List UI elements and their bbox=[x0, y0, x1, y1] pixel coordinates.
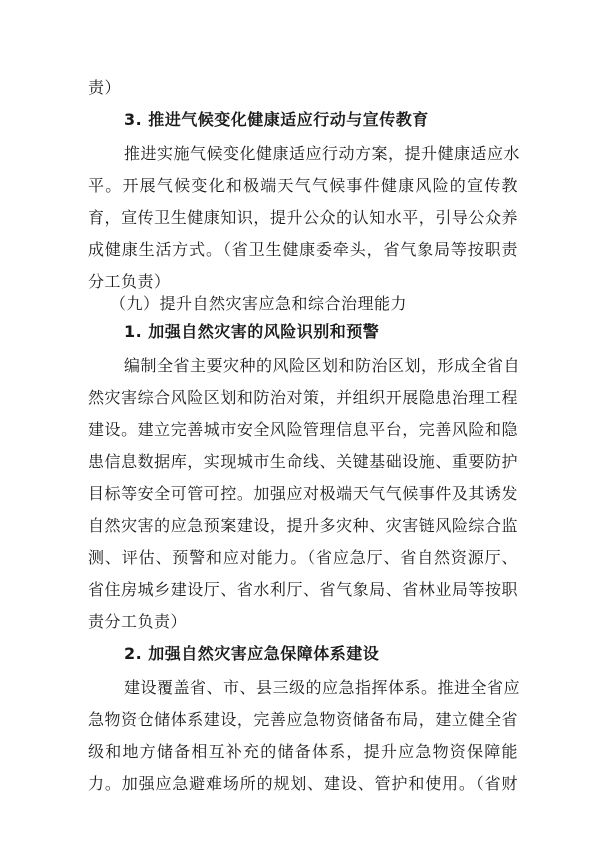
paragraph-line: 建设覆盖省、市、县三级的应急指挥体系。推进全省应 bbox=[124, 678, 521, 697]
subheading-3: 3. 推进气候变化健康适应行动与宣传教育 bbox=[124, 110, 429, 129]
paragraph-line: 育，宣传卫生健康知识，提升公众的认知水平，引导公众养 bbox=[88, 208, 518, 227]
paragraph-line: 成健康生活方式。（省卫生健康委牵头，省气象局等按职责 bbox=[88, 240, 518, 259]
paragraph-line: 编制全省主要灾种的风险区划和防治区划，形成全省自 bbox=[124, 356, 521, 375]
paragraph-line: 责分工负责） bbox=[88, 612, 188, 631]
paragraph-line: 力。加强应急避难场所的规划、建设、管护和使用。（省财 bbox=[88, 774, 518, 793]
paragraph-line: 级和地方储备相互补充的储备体系，提升应急物资保障能 bbox=[88, 742, 518, 761]
paragraph-line: 患信息数据库，实现城市生命线、关键基础设施、重要防护 bbox=[88, 452, 518, 471]
paragraph-line: 然灾害综合风险区划和防治对策，并组织开展隐患治理工程 bbox=[88, 388, 518, 407]
paragraph-line: 省住房城乡建设厅、省水利厅、省气象局、省林业局等按职 bbox=[88, 580, 518, 599]
paragraph-line: 急物资仓储体系建设，完善应急物资储备布局，建立健全省 bbox=[88, 710, 518, 729]
paragraph-line: 测、评估、预警和应对能力。（省应急厅、省自然资源厅、 bbox=[88, 548, 518, 567]
subheading-2: 2. 加强自然灾害应急保障体系建设 bbox=[124, 644, 380, 663]
paragraph-line: 建设。建立完善城市安全风险管理信息平台，完善风险和隐 bbox=[88, 420, 518, 439]
paragraph-line: 目标等安全可管可控。加强应对极端天气气候事件及其诱发 bbox=[88, 484, 518, 503]
text-line-1: 责） bbox=[88, 78, 122, 97]
subheading-1: 1. 加强自然灾害的风险识别和预警 bbox=[124, 322, 380, 341]
section-heading-9: （九）提升自然灾害应急和综合治理能力 bbox=[110, 294, 408, 313]
paragraph-line: 平。开展气候变化和极端天气气候事件健康风险的宣传教 bbox=[88, 176, 518, 195]
paragraph-line: 自然灾害的应急预案建设，提升多灾种、灾害链风险综合监 bbox=[88, 516, 518, 535]
paragraph-line: 分工负责） bbox=[88, 272, 171, 291]
paragraph-line: 推进实施气候变化健康适应行动方案，提升健康适应水 bbox=[124, 144, 521, 163]
